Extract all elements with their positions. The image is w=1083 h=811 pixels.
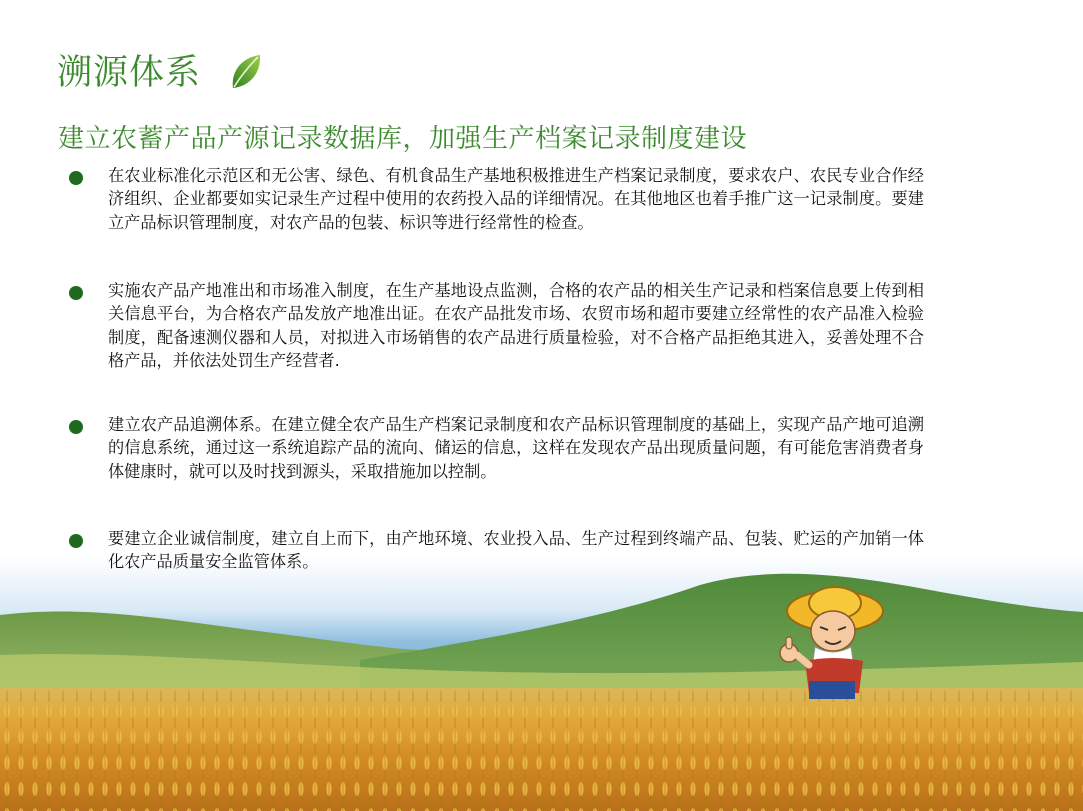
bullet-dot [69, 286, 83, 300]
section-heading: 建立农蓄产品产源记录数据库，加强生产档案记录制度建设 [58, 124, 748, 154]
list-item-text: 实施农产品产地准出和市场准入制度，在生产基地设点监测，合格的农产品的相关生产记录和档案信息要上传到相关信息平台，为合格农产品发放产地准出证。在农产品批发市场、农贸市场和超市要建立经常性的农产品准入检验制度，配备速测仪器和人员，对拟进入市场销售的农产品进行质量检验，对不合格产品拒绝其进入，妥善处理不合格产品，并依法处罚生产经营者. [108, 281, 924, 371]
bullet-dot [69, 534, 83, 548]
list-item-text: 要建立企业诚信制度，建立自上而下，由产地环境、农业投入品、生产过程到终端产品、包装、贮运的产加销一体化农产品质量安全监管体系。 [108, 529, 924, 572]
bullet-dot [69, 171, 83, 185]
list-item-text: 建立农产品追溯体系。在建立健全农产品生产档案记录制度和农产品标识管理制度的基础上，实现产品产地可追溯的信息系统，通过这一系统追踪产品的流向、储运的信息，这样在发现农产品出现质量问题，有可能危害消费者身体健康时，就可以及时找到源头，采取措施加以控制。 [108, 415, 924, 481]
list-item-text: 在农业标准化示范区和无公害、绿色、有机食品生产基地积极推进生产档案记录制度，要求农户、农民专业合作经济组织、企业都要如实记录生产过程中使用的农药投入品的详细情况。在其他地区也着手推广这一记录制度。要建立产品标识管理制度，对农产品的包装、标识等进行经常性的检查。 [108, 166, 924, 232]
page-title: 溯源体系 [57, 53, 202, 93]
leaf-icon [229, 52, 263, 92]
bullet-dot [69, 420, 83, 434]
farmer-mascot-illustration [775, 583, 885, 703]
